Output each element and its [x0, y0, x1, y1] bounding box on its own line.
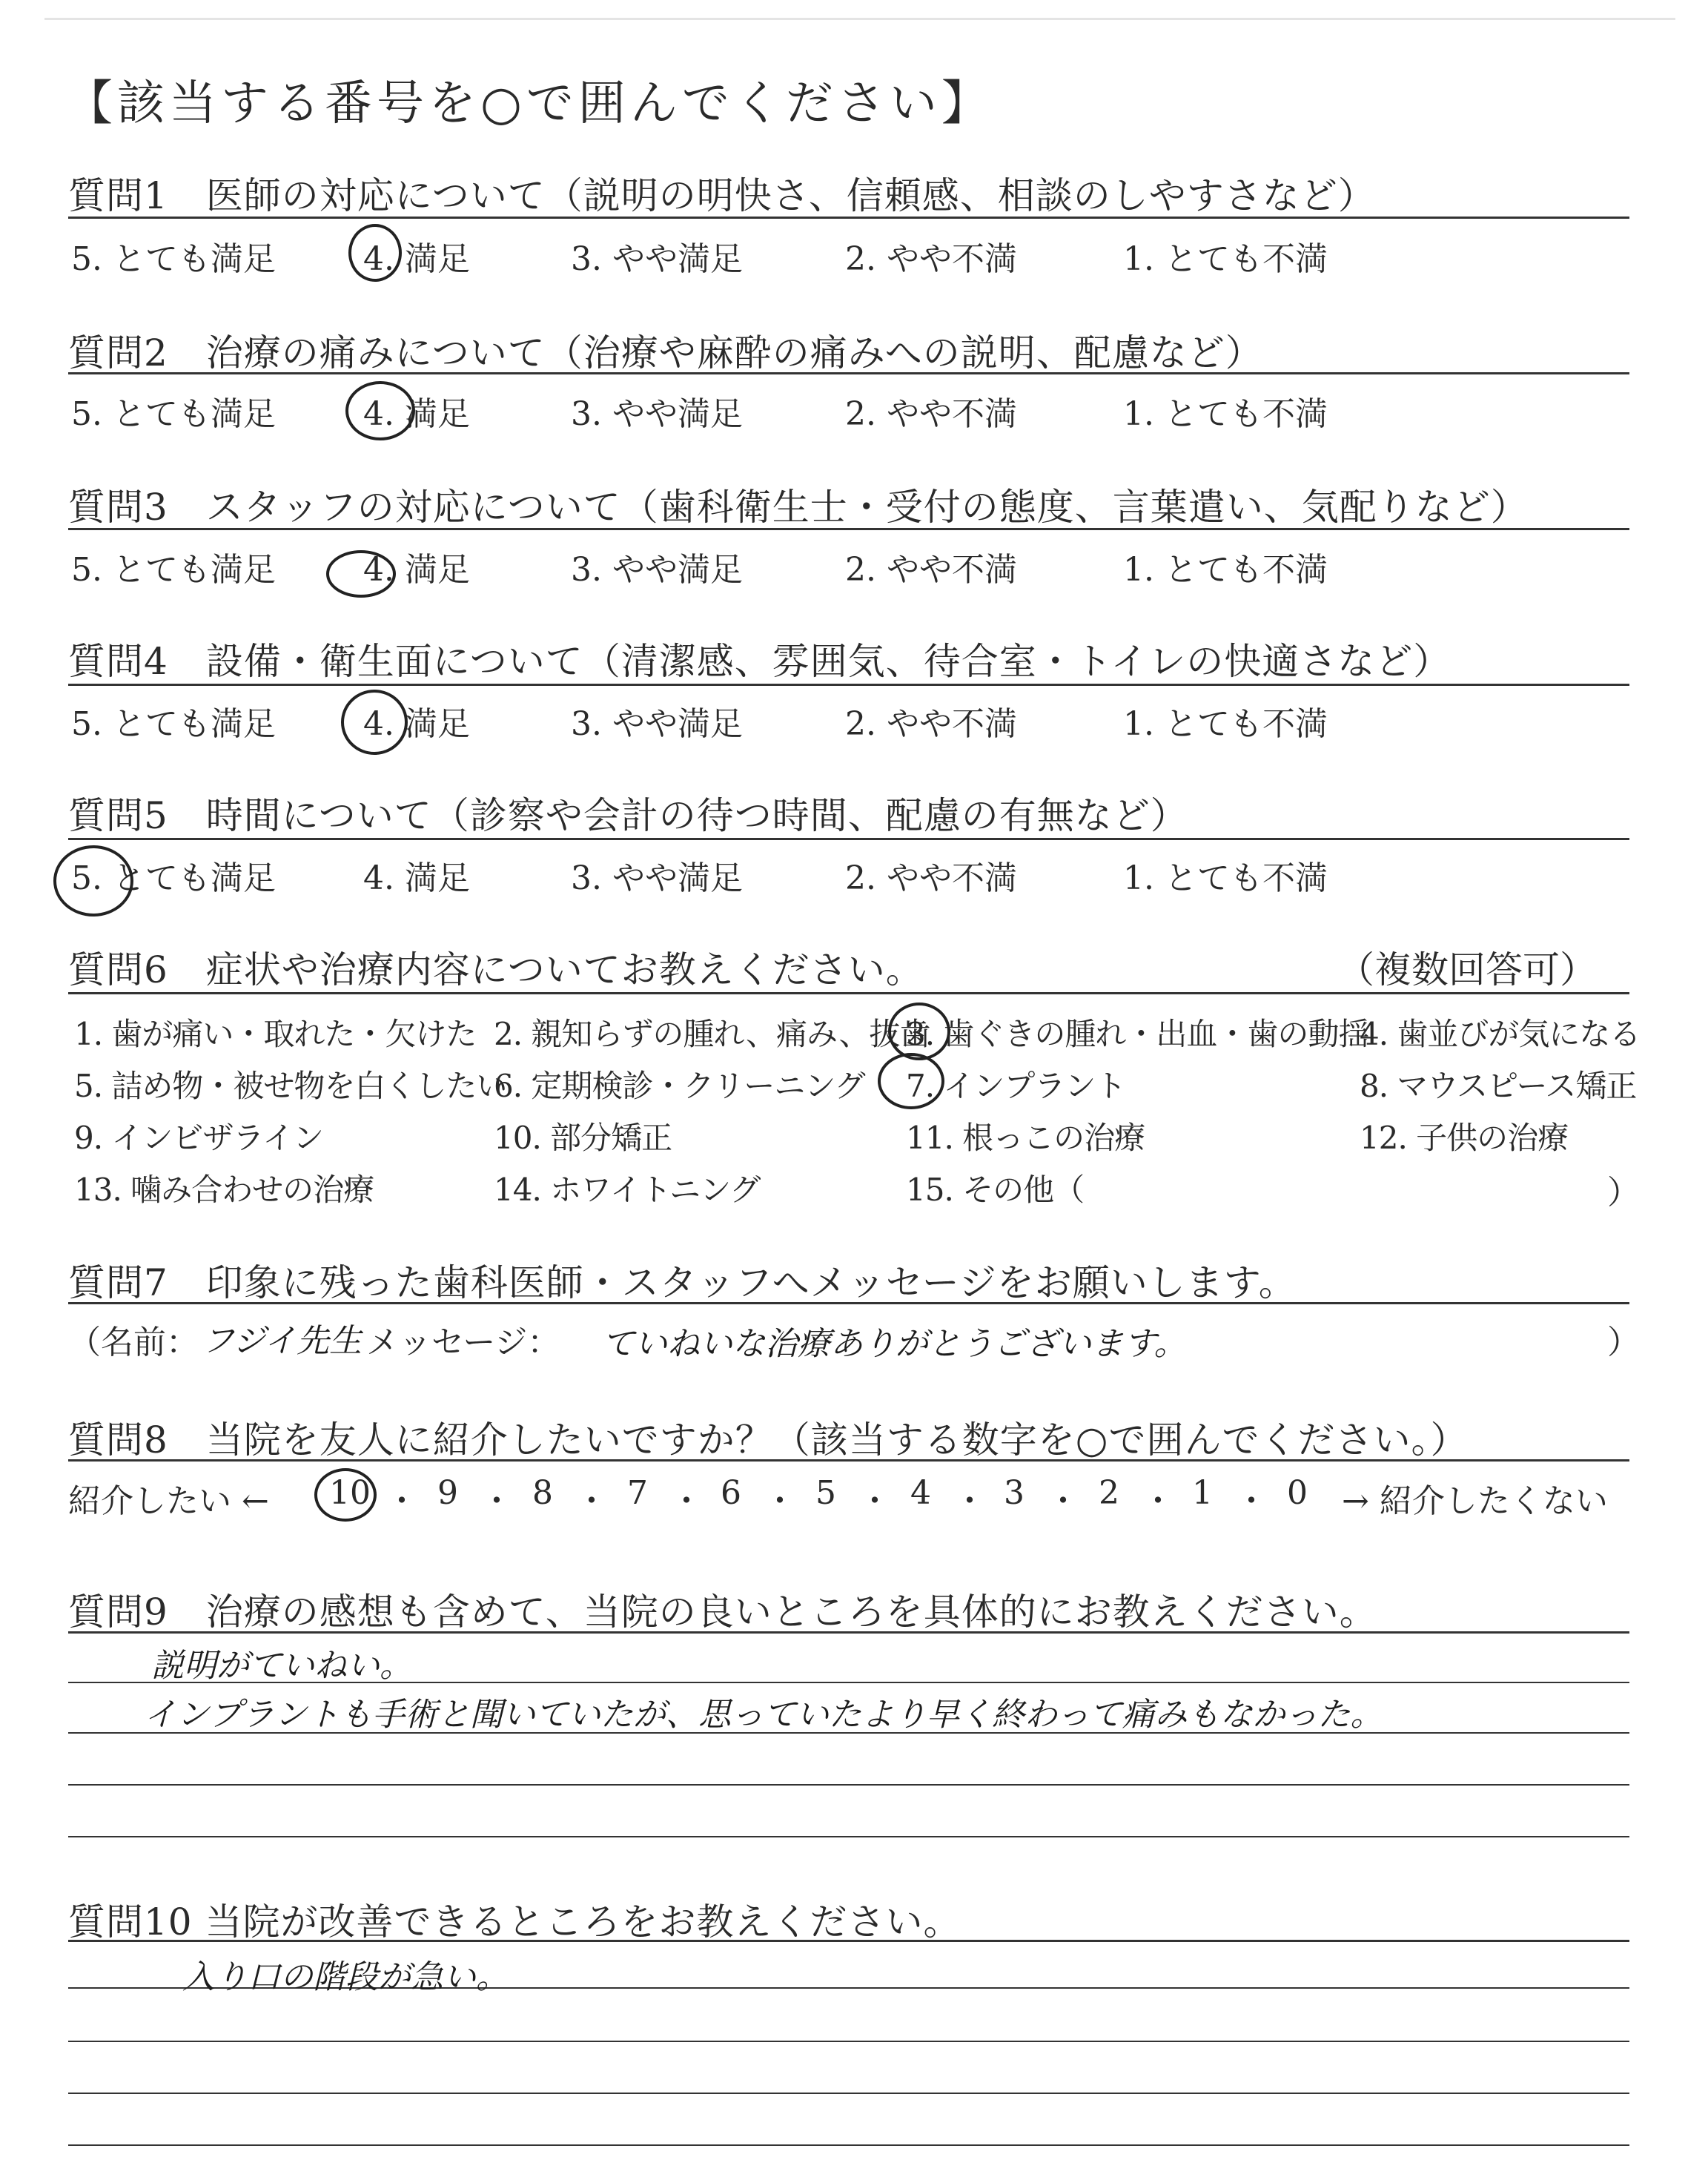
q7-message-value[interactable]: ていねいな治療ありがとうございます。	[602, 1325, 1187, 1363]
q4-option-5[interactable]: 5. とても満足	[71, 705, 276, 743]
question-4-rule	[68, 684, 1629, 686]
scale-9[interactable]: 9	[437, 1474, 458, 1512]
scale-3[interactable]: 3	[1004, 1474, 1025, 1512]
answer-line	[68, 1836, 1629, 1837]
q6-option-4[interactable]: 4. 歯並びが気になる	[1360, 1016, 1641, 1052]
scale-separator: ・	[764, 1482, 796, 1520]
answer-line	[68, 1784, 1629, 1786]
q6-option-13[interactable]: 13. 噛み合わせの治療	[74, 1172, 374, 1208]
scale-right-label: → 紹介したくない	[1342, 1482, 1608, 1520]
q6-option-5[interactable]: 5. 詰め物・被せ物を白くしたい	[74, 1068, 507, 1104]
question-9-rule	[68, 1631, 1629, 1634]
question-6-title: 質問6 症状や治療内容についてお教えください。	[68, 948, 924, 991]
scale-4[interactable]: 4	[910, 1474, 931, 1512]
answer-line	[68, 2041, 1629, 2042]
question-2-title: 質問2 治療の痛みについて（治療や麻酔の痛みへの説明、配慮など）	[68, 331, 1263, 374]
scale-separator: ・	[385, 1482, 418, 1520]
q6-option-2[interactable]: 2. 親知らずの腫れ、痛み、抜歯	[494, 1016, 930, 1052]
q3-option-2[interactable]: 2. やや不満	[845, 551, 1017, 589]
question-5-rule	[68, 838, 1629, 840]
scale-5[interactable]: 5	[815, 1474, 836, 1512]
q9-answer-line-2[interactable]: インプラントも手術と聞いていたが、思っていたより早く終わって痛みもなかった。	[144, 1696, 1383, 1734]
scale-separator: ・	[858, 1482, 891, 1520]
question-10-rule	[68, 1940, 1629, 1942]
q6-option-7[interactable]: 7. インプラント	[906, 1068, 1126, 1104]
q2-option-1[interactable]: 1. とても不満	[1123, 395, 1328, 433]
q5-option-2[interactable]: 2. やや不満	[845, 859, 1017, 897]
q5-option-3[interactable]: 3. やや満足	[571, 859, 743, 897]
q6-other-close-paren: ）	[1607, 1174, 1640, 1212]
scale-1[interactable]: 1	[1192, 1474, 1213, 1512]
q3-option-1[interactable]: 1. とても不満	[1123, 551, 1328, 589]
q10-answer-line-1[interactable]: 入り口の階段が急い。	[182, 1958, 509, 1996]
q6-option-15[interactable]: 15. その他（	[906, 1172, 1085, 1208]
q1-option-1[interactable]: 1. とても不満	[1123, 240, 1328, 278]
scale-separator: ・	[670, 1482, 703, 1520]
q6-option-8[interactable]: 8. マウスピース矯正	[1360, 1068, 1637, 1104]
q3-option-4[interactable]: 4. 満足	[363, 551, 470, 589]
q5-option-1[interactable]: 1. とても不満	[1123, 859, 1328, 897]
question-3-title: 質問3 スタッフの対応について（歯科衛生士・受付の態度、言葉遣い、気配りなど）	[68, 486, 1529, 529]
scale-8[interactable]: 8	[532, 1474, 553, 1512]
question-3-rule	[68, 528, 1629, 530]
q1-option-5[interactable]: 5. とても満足	[71, 240, 276, 278]
q6-option-14[interactable]: 14. ホワイトニング	[494, 1172, 761, 1208]
answer-line	[68, 2093, 1629, 2094]
question-2-rule	[68, 372, 1629, 374]
question-9-title: 質問9 治療の感想も含めて、当院の良いところを具体的にお教えください。	[68, 1591, 1377, 1634]
q9-answer-line-1[interactable]: 説明がていねい。	[151, 1647, 412, 1685]
multiple-answers-note: （複数回答可）	[1337, 948, 1597, 991]
q7-name-label: （名前：	[68, 1324, 199, 1361]
q7-message-label: メッセージ：	[366, 1324, 560, 1361]
scale-10[interactable]: 10	[329, 1474, 371, 1512]
q6-option-9[interactable]: 9. インビザライン	[74, 1120, 324, 1156]
q1-option-3[interactable]: 3. やや満足	[571, 240, 743, 278]
q5-option-5[interactable]: 5. とても満足	[71, 859, 276, 897]
q6-option-12[interactable]: 12. 子供の治療	[1360, 1120, 1569, 1156]
q1-option-2[interactable]: 2. やや不満	[845, 240, 1017, 278]
question-1-rule	[68, 217, 1629, 219]
scale-separator: ・	[953, 1482, 986, 1520]
q6-option-6[interactable]: 6. 定期検診・クリーニング	[494, 1068, 865, 1104]
scale-separator: ・	[575, 1482, 608, 1520]
q2-option-4[interactable]: 4. 満足	[363, 395, 470, 433]
q4-option-4[interactable]: 4. 満足	[363, 705, 470, 743]
question-6-rule	[68, 992, 1629, 994]
q4-option-1[interactable]: 1. とても不満	[1123, 705, 1328, 743]
scale-separator: ・	[1142, 1482, 1174, 1520]
q3-option-5[interactable]: 5. とても満足	[71, 551, 276, 589]
q5-option-4[interactable]: 4. 満足	[363, 859, 470, 897]
question-7-rule	[68, 1302, 1629, 1304]
question-10-title: 質問10 当院が改善できるところをお教えください。	[68, 1900, 961, 1943]
q7-name-value[interactable]: フジイ先生	[202, 1322, 363, 1360]
q2-option-5[interactable]: 5. とても満足	[71, 395, 276, 433]
q4-option-2[interactable]: 2. やや不満	[845, 705, 1017, 743]
q6-option-3[interactable]: 3. 歯ぐきの腫れ・出血・歯の動揺	[906, 1016, 1369, 1052]
scale-separator: ・	[1047, 1482, 1079, 1520]
q7-close-paren: ）	[1607, 1324, 1640, 1361]
answer-line	[68, 2144, 1629, 2146]
q1-option-4[interactable]: 4. 満足	[363, 240, 470, 278]
top-border	[44, 18, 1675, 20]
question-4-title: 質問4 設備・衛生面について（清潔感、雰囲気、待合室・トイレの快適さなど）	[68, 640, 1452, 683]
page-heading: 【該当する番号を○で囲んでください】	[65, 76, 993, 131]
scale-separator: ・	[1235, 1482, 1268, 1520]
scale-0[interactable]: 0	[1287, 1474, 1308, 1512]
q4-option-3[interactable]: 3. やや満足	[571, 705, 743, 743]
question-8-title: 質問8 当院を友人に紹介したいですか？（該当する数字を○で囲んでください。）	[68, 1418, 1469, 1462]
scale-2[interactable]: 2	[1099, 1474, 1119, 1512]
q2-option-2[interactable]: 2. やや不満	[845, 395, 1017, 433]
q6-option-10[interactable]: 10. 部分矯正	[494, 1120, 672, 1156]
question-1-title: 質問1 医師の対応について（説明の明快さ、信頼感、相談のしやすさなど）	[68, 174, 1376, 217]
q2-option-3[interactable]: 3. やや満足	[571, 395, 743, 433]
question-8-rule	[68, 1459, 1629, 1462]
scale-left-label: 紹介したい ←	[68, 1482, 269, 1520]
q6-option-1[interactable]: 1. 歯が痛い・取れた・欠けた	[74, 1016, 477, 1052]
q6-option-11[interactable]: 11. 根っこの治療	[906, 1120, 1145, 1156]
question-5-title: 質問5 時間について（診察や会計の待つ時間、配慮の有無など）	[68, 794, 1188, 837]
question-7-title: 質問7 印象に残った歯科医師・スタッフへメッセージをお願いします。	[68, 1261, 1297, 1304]
scale-separator: ・	[480, 1482, 513, 1520]
q3-option-3[interactable]: 3. やや満足	[571, 551, 743, 589]
scale-7[interactable]: 7	[627, 1474, 648, 1512]
scale-6[interactable]: 6	[721, 1474, 741, 1512]
